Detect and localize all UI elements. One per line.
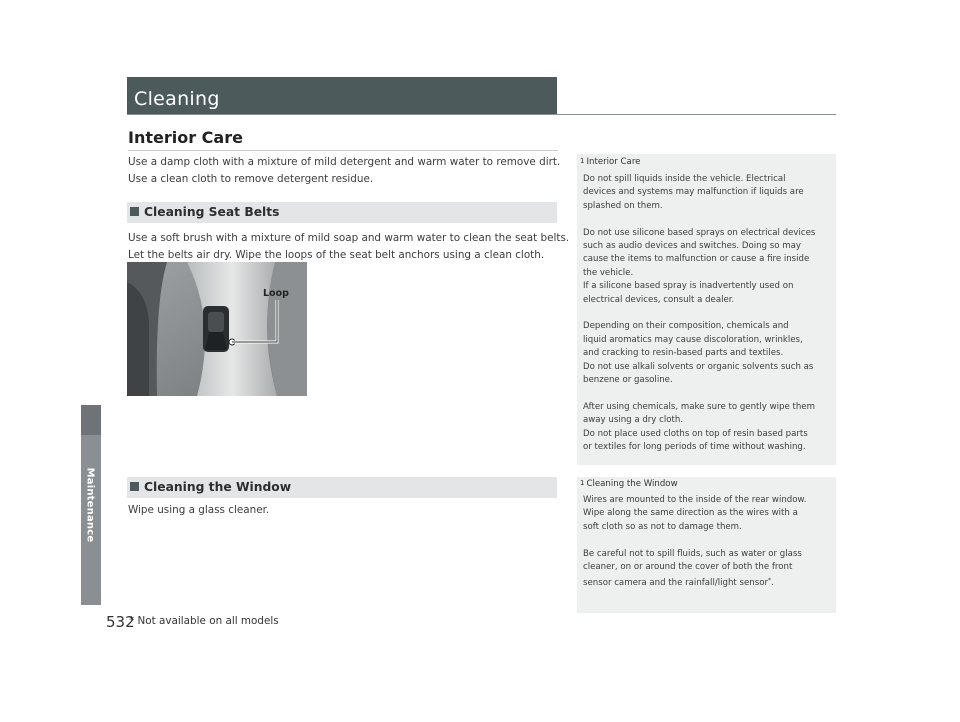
note-number: 1	[580, 479, 585, 487]
window-heading	[130, 480, 291, 494]
note-title-text: Interior Care	[586, 157, 641, 167]
note-line: electrical devices, consult a dealer.	[583, 294, 735, 305]
seat-belts-line-1: Use a soft brush with a mixture of mild soap and warm water to clean the seat belts.	[128, 232, 570, 244]
seat-belts-heading	[130, 205, 279, 219]
header-divider	[127, 114, 836, 115]
note-line: Wires are mounted to the inside of the rear window.	[583, 495, 807, 505]
note-number: 1	[580, 157, 585, 165]
note-line: Do not spill liquids inside the vehicle. Electrical	[583, 174, 786, 184]
interior-care-note-title	[580, 157, 640, 167]
page-number: 532	[106, 613, 135, 631]
window-note-text	[583, 494, 806, 604]
note-paragraph	[583, 173, 815, 213]
seat-belts-line-2: Let the belts air dry. Wipe the loops of the seat belt anchors using a clean cloth.	[128, 249, 545, 261]
note-line: Do not place used cloths on top of resin based parts	[583, 428, 808, 439]
note-line: soft cloth so as not to damage them.	[583, 521, 742, 532]
note-line: Do not use silicone based sprays on electrical devices	[583, 227, 816, 238]
seat-belts-heading-text: Cleaning Seat Belts	[144, 205, 280, 219]
note-line: such as audio devices and switches. Doing so may	[583, 241, 801, 252]
seat-belt-anchor-photo	[127, 262, 307, 396]
note-paragraph	[583, 401, 815, 455]
note-line: If a silicone based spray is inadvertently used on	[583, 281, 794, 292]
note-line: Depending on their composition, chemicals and	[583, 321, 789, 332]
note-line: Do not use alkali solvents or organic solvents such as	[583, 361, 814, 372]
note-line: benzene or gasoline.	[583, 375, 673, 386]
intro-line-1: Use a damp cloth with a mixture of mild detergent and warm water to remove dirt.	[128, 156, 561, 168]
square-bullet-icon	[130, 482, 139, 491]
note-line: cleaner, on or around the cover of both the front	[583, 562, 793, 573]
note-line: cause the items to malfunction or cause a fire inside	[583, 254, 810, 265]
note-line: devices and systems may malfunction if liquids are	[583, 187, 804, 198]
note-paragraph	[583, 494, 806, 534]
note-line: and cracking to resin-based parts and textiles.	[583, 348, 784, 359]
note-line: sensor camera and the rainfall/light sensor	[583, 578, 768, 589]
note-title-text: Cleaning the Window	[586, 479, 678, 489]
intro-line-2: Use a clean cloth to remove detergent residue.	[128, 173, 374, 185]
window-heading-text: Cleaning the Window	[144, 480, 292, 494]
note-line: or textiles for long periods of time without washing.	[583, 442, 806, 453]
note-line: After using chemicals, make sure to gently wipe them	[583, 401, 815, 412]
note-line: Wipe along the same direction as the wires with a	[583, 508, 798, 519]
page-title: Cleaning	[134, 88, 220, 110]
chapter-tab-label: Maintenance	[84, 467, 96, 543]
window-note-title	[580, 479, 678, 489]
window-body: Wipe using a glass cleaner.	[128, 504, 270, 516]
note-paragraph	[583, 227, 815, 307]
square-bullet-icon	[130, 207, 139, 216]
section-title: Interior Care	[128, 128, 243, 147]
note-line-end: .	[770, 578, 774, 589]
note-line: the vehicle.	[583, 267, 634, 278]
footnote-mark: *	[767, 577, 771, 585]
interior-care-note-text	[583, 173, 815, 468]
note-line: away using a dry cloth.	[583, 415, 684, 426]
footnote: * Not available on all models	[129, 615, 279, 627]
note-paragraph	[583, 320, 815, 387]
loop-callout-label: Loop	[263, 288, 289, 299]
chapter-tab-marker	[81, 405, 101, 435]
note-line: liquid aromatics may cause discoloration, wrinkles,	[583, 334, 803, 345]
note-paragraph	[583, 548, 806, 591]
section-divider	[128, 150, 558, 151]
note-line: splashed on them.	[583, 200, 663, 211]
note-line: Be careful not to spill fluids, such as water or glass	[583, 548, 802, 559]
